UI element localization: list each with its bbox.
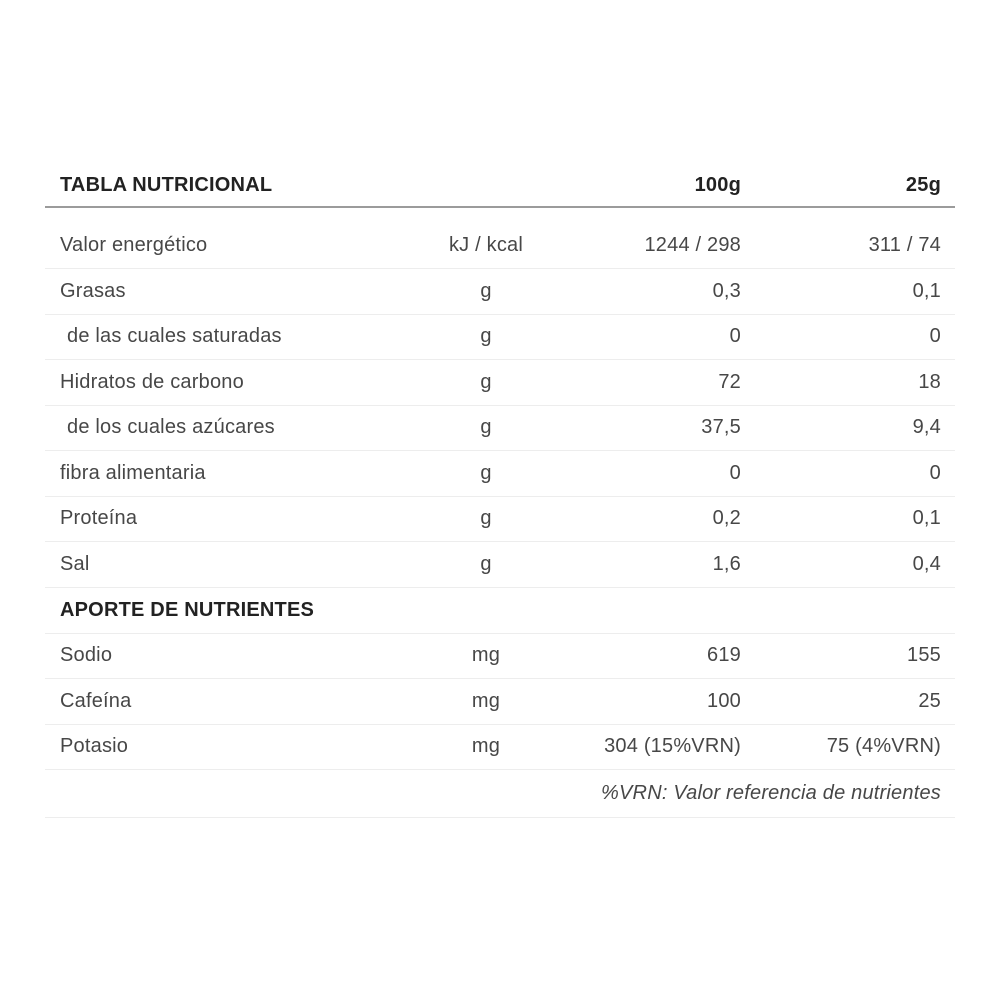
row-value-25g: 0 [929,325,941,348]
row-label: Valor energético [60,234,208,256]
row-unit: g [480,507,492,530]
row-unit: mg [471,689,501,712]
row-value-25g: 311 / 74 [868,234,941,256]
row-value-100g: 0,3 [712,279,741,302]
row-value-100g: 37,5 [701,416,741,439]
row-unit: mg [471,735,501,758]
row-label: Proteína [60,507,138,530]
row-label: Grasas [60,279,126,302]
row-label: de los cuales azúcares [67,416,275,439]
row-value-25g: 0,1 [912,507,941,530]
row-value-100g: 619 [707,644,741,667]
table-row [45,679,955,725]
section-header-row [45,588,955,634]
row-unit: g [480,461,492,484]
column-header-100g: 100g [694,174,741,196]
row-value-100g: 0 [729,325,741,348]
row-label: Sodio [60,644,113,667]
row-label: Potasio [60,735,129,758]
row-value-100g: 0,2 [712,507,741,530]
table-row [45,269,955,315]
table-row [45,360,955,406]
nutrition-table [45,166,955,818]
row-unit: mg [471,644,501,667]
table-row [45,315,955,361]
table-row [45,634,955,680]
row-value-100g: 1,6 [712,552,741,575]
row-value-25g: 0,4 [912,552,941,575]
row-label: Hidratos de carbono [60,370,244,393]
row-unit: g [480,416,492,439]
row-unit: kJ / kcal [448,234,524,256]
footnote-row [45,770,955,818]
column-header-25g: 25g [905,174,941,196]
vrn-footnote: %VRN: Valor referencia de nutrientes [601,782,941,804]
table-header-row [45,166,955,208]
row-label: Sal [60,552,90,575]
row-value-25g: 75 (4%VRN) [826,735,941,758]
row-value-25g: 155 [907,644,941,667]
row-unit: g [480,279,492,302]
section-title: APORTE DE NUTRIENTES [60,598,315,621]
table-row [45,208,955,269]
row-unit: g [480,552,492,575]
table-row [45,406,955,452]
row-label: de las cuales saturadas [67,325,282,348]
table-row [45,451,955,497]
row-value-25g: 18 [918,370,941,393]
table-row [45,542,955,588]
row-value-100g: 1244 / 298 [644,234,741,256]
table-row [45,725,955,771]
row-label: fibra alimentaria [60,461,206,484]
table-row [45,497,955,543]
row-value-25g: 0 [929,461,941,484]
row-value-100g: 100 [707,689,741,712]
row-value-100g: 0 [729,461,741,484]
row-value-25g: 9,4 [912,416,941,439]
row-unit: g [480,370,492,393]
table-title: TABLA NUTRICIONAL [60,174,273,196]
row-value-25g: 25 [918,689,941,712]
row-unit: g [480,325,492,348]
row-value-25g: 0,1 [912,279,941,302]
row-value-100g: 72 [718,370,741,393]
row-label: Cafeína [60,689,132,712]
row-value-100g: 304 (15%VRN) [604,735,741,758]
